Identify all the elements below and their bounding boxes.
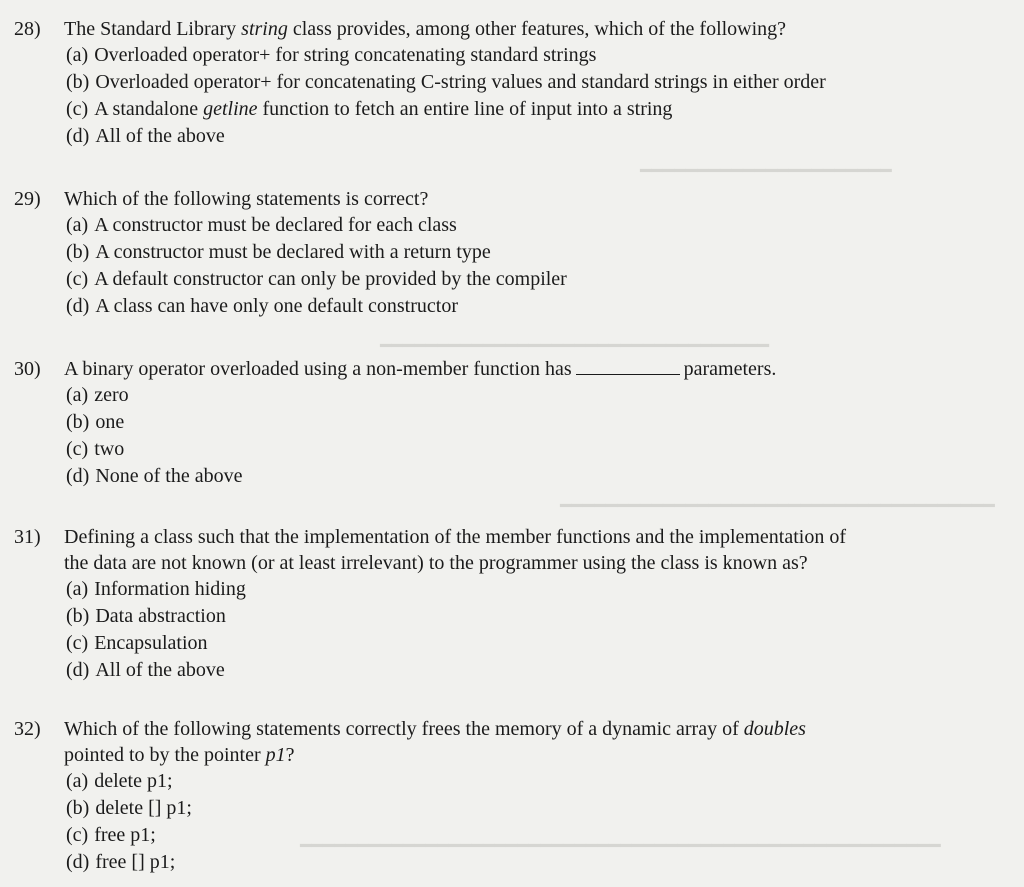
option-b: (b) Data abstraction	[66, 605, 226, 627]
question-number: 32)	[14, 718, 41, 740]
option-a: (a) zero	[66, 384, 129, 406]
question-number: 31)	[14, 526, 41, 548]
option-c: (c) A standalone getline function to fetch an entire line of input into a string	[66, 98, 673, 120]
options-list	[66, 42, 1010, 150]
bleed-through-texture: ━━━━━━━━━━━━━━━━━━━━━━━━━━━━━━━━━━━━━━	[560, 496, 995, 517]
options-list	[66, 576, 1010, 684]
options-list	[66, 212, 1010, 320]
question-number: 29)	[14, 188, 41, 210]
question-text: A binary operator overloaded using a non-member function has parameters.	[64, 358, 777, 380]
question-28	[0, 16, 1010, 150]
question-text-line-2: the data are not known (or at least irrelevant) to the programmer using the class is known as?	[64, 552, 808, 574]
question-text-line-1: Defining a class such that the implementation of the member functions and the implementation of	[64, 526, 847, 548]
option-d: (d) free [] p1;	[66, 851, 176, 873]
question-number: 28)	[14, 18, 41, 40]
bleed-through-texture: ━━━━━━━━━━━━━━━━━━━━━━━━━━━━━━━━━━━━━━━━━━━━━━━━━━━━━━━━	[300, 836, 941, 857]
question-31	[0, 524, 1010, 684]
option-c: (c) A default constructor can only be provided by the compiler	[66, 268, 567, 290]
option-d: (d) None of the above	[66, 465, 243, 487]
option-c: (c) Encapsulation	[66, 632, 208, 654]
option-c: (c) free p1;	[66, 824, 156, 846]
options-list	[66, 768, 1010, 876]
option-d: (d) A class can have only one default constructor	[66, 295, 458, 317]
question-text: Which of the following statements is correct?	[64, 188, 429, 210]
question-32	[0, 716, 1010, 876]
answer-blank	[576, 356, 680, 375]
option-a: (a) A constructor must be declared for each class	[66, 214, 457, 236]
question-number: 30)	[14, 358, 41, 380]
option-b: (b) Overloaded operator+ for concatenating C-string values and standard strings in either order	[66, 71, 826, 93]
bleed-through-texture: ━━━━━━━━━━━━━━━━━━━━━━	[640, 161, 892, 182]
option-b: (b) delete [] p1;	[66, 797, 192, 819]
option-b: (b) one	[66, 411, 125, 433]
option-c: (c) two	[66, 438, 125, 460]
question-29	[0, 186, 1010, 320]
option-b: (b) A constructor must be declared with a return type	[66, 241, 491, 263]
option-a: (a) delete p1;	[66, 770, 173, 792]
question-text-line-2: pointed to by the pointer p1?	[64, 744, 295, 766]
question-30	[0, 356, 1010, 490]
question-text: The Standard Library string class provides, among other features, which of the following?	[64, 18, 787, 40]
option-a: (a) Information hiding	[66, 578, 246, 600]
options-list	[66, 382, 1010, 490]
option-a: (a) Overloaded operator+ for string concatenating standard strings	[66, 44, 597, 66]
option-d: (d) All of the above	[66, 125, 225, 147]
option-d: (d) All of the above	[66, 659, 225, 681]
bleed-through-texture: ━━━━━━━━━━━━━━━━━━━━━━━━━━━━━━━━━━	[380, 336, 769, 357]
question-text-line-1: Which of the following statements correctly frees the memory of a dynamic array of doubles	[64, 718, 806, 740]
